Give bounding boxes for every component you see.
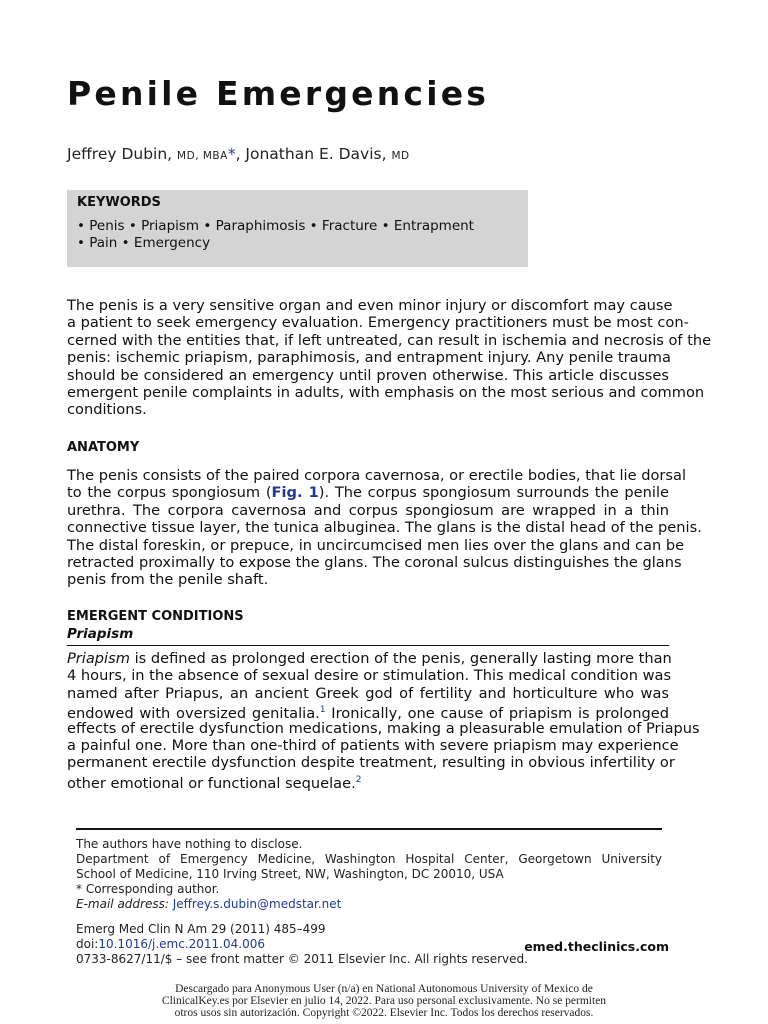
intro-line: The penis is a very sensitive organ and even minor injury or discomfort may cause (67, 297, 673, 314)
priapism-line: named after Priapus, an ancient Greek god of fertility and horticulture who was (67, 684, 669, 702)
email-link[interactable]: Jeffrey.s.dubin@medstar.net (172, 897, 342, 911)
priapism-line (67, 650, 672, 667)
priapism-text: is defined as prolonged erection of the penis, generally lasting more than (129, 650, 672, 667)
emergent-conditions-heading: EMERGENT CONDITIONS (67, 609, 244, 624)
priapism-paragraph (67, 650, 700, 792)
download-notice (0, 983, 768, 1019)
download-notice-line: ClinicalKey.es por Elsevier en julio 14, 2022. Para uso personal exclusivamente. No se permiten (161, 995, 607, 1007)
anatomy-line: The distal foreskin, or prepuce, in uncircumcised men lies over the glans and can be (67, 536, 685, 554)
author-1-name: Jeffrey Dubin, (67, 145, 173, 163)
affiliation-line-1: Department of Emergency Medicine, Washington Hospital Center, Georgetown University (76, 852, 662, 866)
anatomy-line: The penis consists of the paired corpora cavernosa, or erectile bodies, that lie dorsal (67, 467, 687, 484)
keywords-line-1: • Penis • Priapism • Paraphimosis • Fracture • Entrapment (77, 218, 474, 234)
priapism-line: 4 hours, in the absence of sexual desire or stimulation. This medical condition was (67, 667, 672, 685)
priapism-text: Ironically, one cause of priapism is prolonged (325, 705, 670, 723)
download-notice-line: Descargado para Anonymous User (n/a) en National Autonomous University of Mexico de (175, 983, 593, 995)
article-title: Penile Emergencies (67, 74, 490, 113)
intro-line: emergent penile complaints in adults, with emphasis on the most serious and common (67, 383, 705, 401)
priapism-text: endowed with oversized genitalia. (67, 705, 320, 723)
journal-citation: Emerg Med Clin N Am 29 (2011) 485–499 (76, 922, 326, 936)
author-2-degrees: MD (391, 150, 410, 162)
disclosure-note: The authors have nothing to disclose. (76, 837, 303, 851)
footnote-rule (76, 828, 662, 830)
intro-line: cerned with the entities that, if left untreated, can result in ischemia and necrosis of the (67, 331, 712, 349)
journal-website[interactable]: emed.theclinics.com (524, 939, 669, 954)
reference-1-link[interactable]: 1 (319, 705, 326, 716)
priapism-line (67, 772, 669, 792)
keywords-box (67, 190, 528, 267)
priapism-text: other emotional or functional sequelae. (67, 774, 356, 792)
reference-2-link[interactable]: 2 (355, 774, 362, 785)
corresponding-note: * Corresponding author. (76, 882, 220, 896)
download-notice-line: otros usos sin autorización. Copyright ©2022. Elsevier Inc. Todos los derechos reservados. (174, 1007, 594, 1019)
anatomy-text: to the corpus spongiosum ( (67, 484, 272, 502)
anatomy-text: ). The corpus spongiosum surrounds the penile (318, 484, 669, 502)
anatomy-line: connective tissue layer, the tunica albuginea. The glans is the distal head of the penis. (67, 519, 702, 537)
doi-link[interactable]: 10.1016/j.emc.2011.04.006 (98, 937, 265, 951)
anatomy-line (67, 484, 669, 501)
anatomy-line: retracted proximally to expose the glans. The coronal sulcus distinguishes the glans (67, 553, 682, 571)
author-line (67, 145, 410, 163)
anatomy-heading: ANATOMY (67, 440, 140, 455)
priapism-line: permanent erectile dysfunction despite treatment, resulting in obvious infertility or (67, 754, 675, 772)
affiliation-line-2: School of Medicine, 110 Irving Street, NW, Washington, DC 20010, USA (76, 867, 504, 881)
priapism-line (67, 702, 670, 723)
priapism-line: a painful one. More than one-third of patients with severe priapism may experience (67, 736, 679, 754)
footnotes (76, 837, 662, 912)
keywords-heading: KEYWORDS (77, 195, 161, 210)
intro-line: penis: ischemic priapism, paraphimosis, and entrapment injury. Any penile trauma (67, 349, 671, 367)
copyright-line: 0733-8627/11/$ – see front matter © 2011 Elsevier Inc. All rights reserved. (76, 952, 528, 966)
anatomy-line: urethra. The corpora cavernosa and corpus spongiosum are wrapped in a thin (67, 501, 669, 519)
anatomy-line: penis from the penile shaft. (67, 571, 269, 589)
section-rule (67, 645, 669, 646)
priapism-term: Priapism (67, 650, 130, 667)
keywords-line-2: • Pain • Emergency (77, 235, 211, 251)
author-1-degrees: MD, MBA (177, 150, 228, 162)
intro-line: conditions. (67, 401, 147, 419)
doi-label: doi: (76, 937, 99, 951)
intro-paragraph (67, 297, 712, 419)
author-2-name: , Jonathan E. Davis, (235, 145, 387, 163)
priapism-line: effects of erectile dysfunction medications, making a pleasurable emulation of Priapus (67, 719, 700, 737)
email-line (76, 897, 662, 912)
intro-line: a patient to seek emergency evaluation. Emergency practitioners must be most con- (67, 314, 689, 332)
figure-1-link[interactable]: Fig. 1 (271, 484, 319, 502)
email-label: E-mail address: (76, 897, 169, 911)
intro-line: should be considered an emergency until proven otherwise. This article discusses (67, 366, 669, 384)
anatomy-paragraph (67, 467, 702, 589)
priapism-subheading: Priapism (67, 626, 134, 642)
corresponding-mark[interactable]: * (227, 145, 236, 163)
